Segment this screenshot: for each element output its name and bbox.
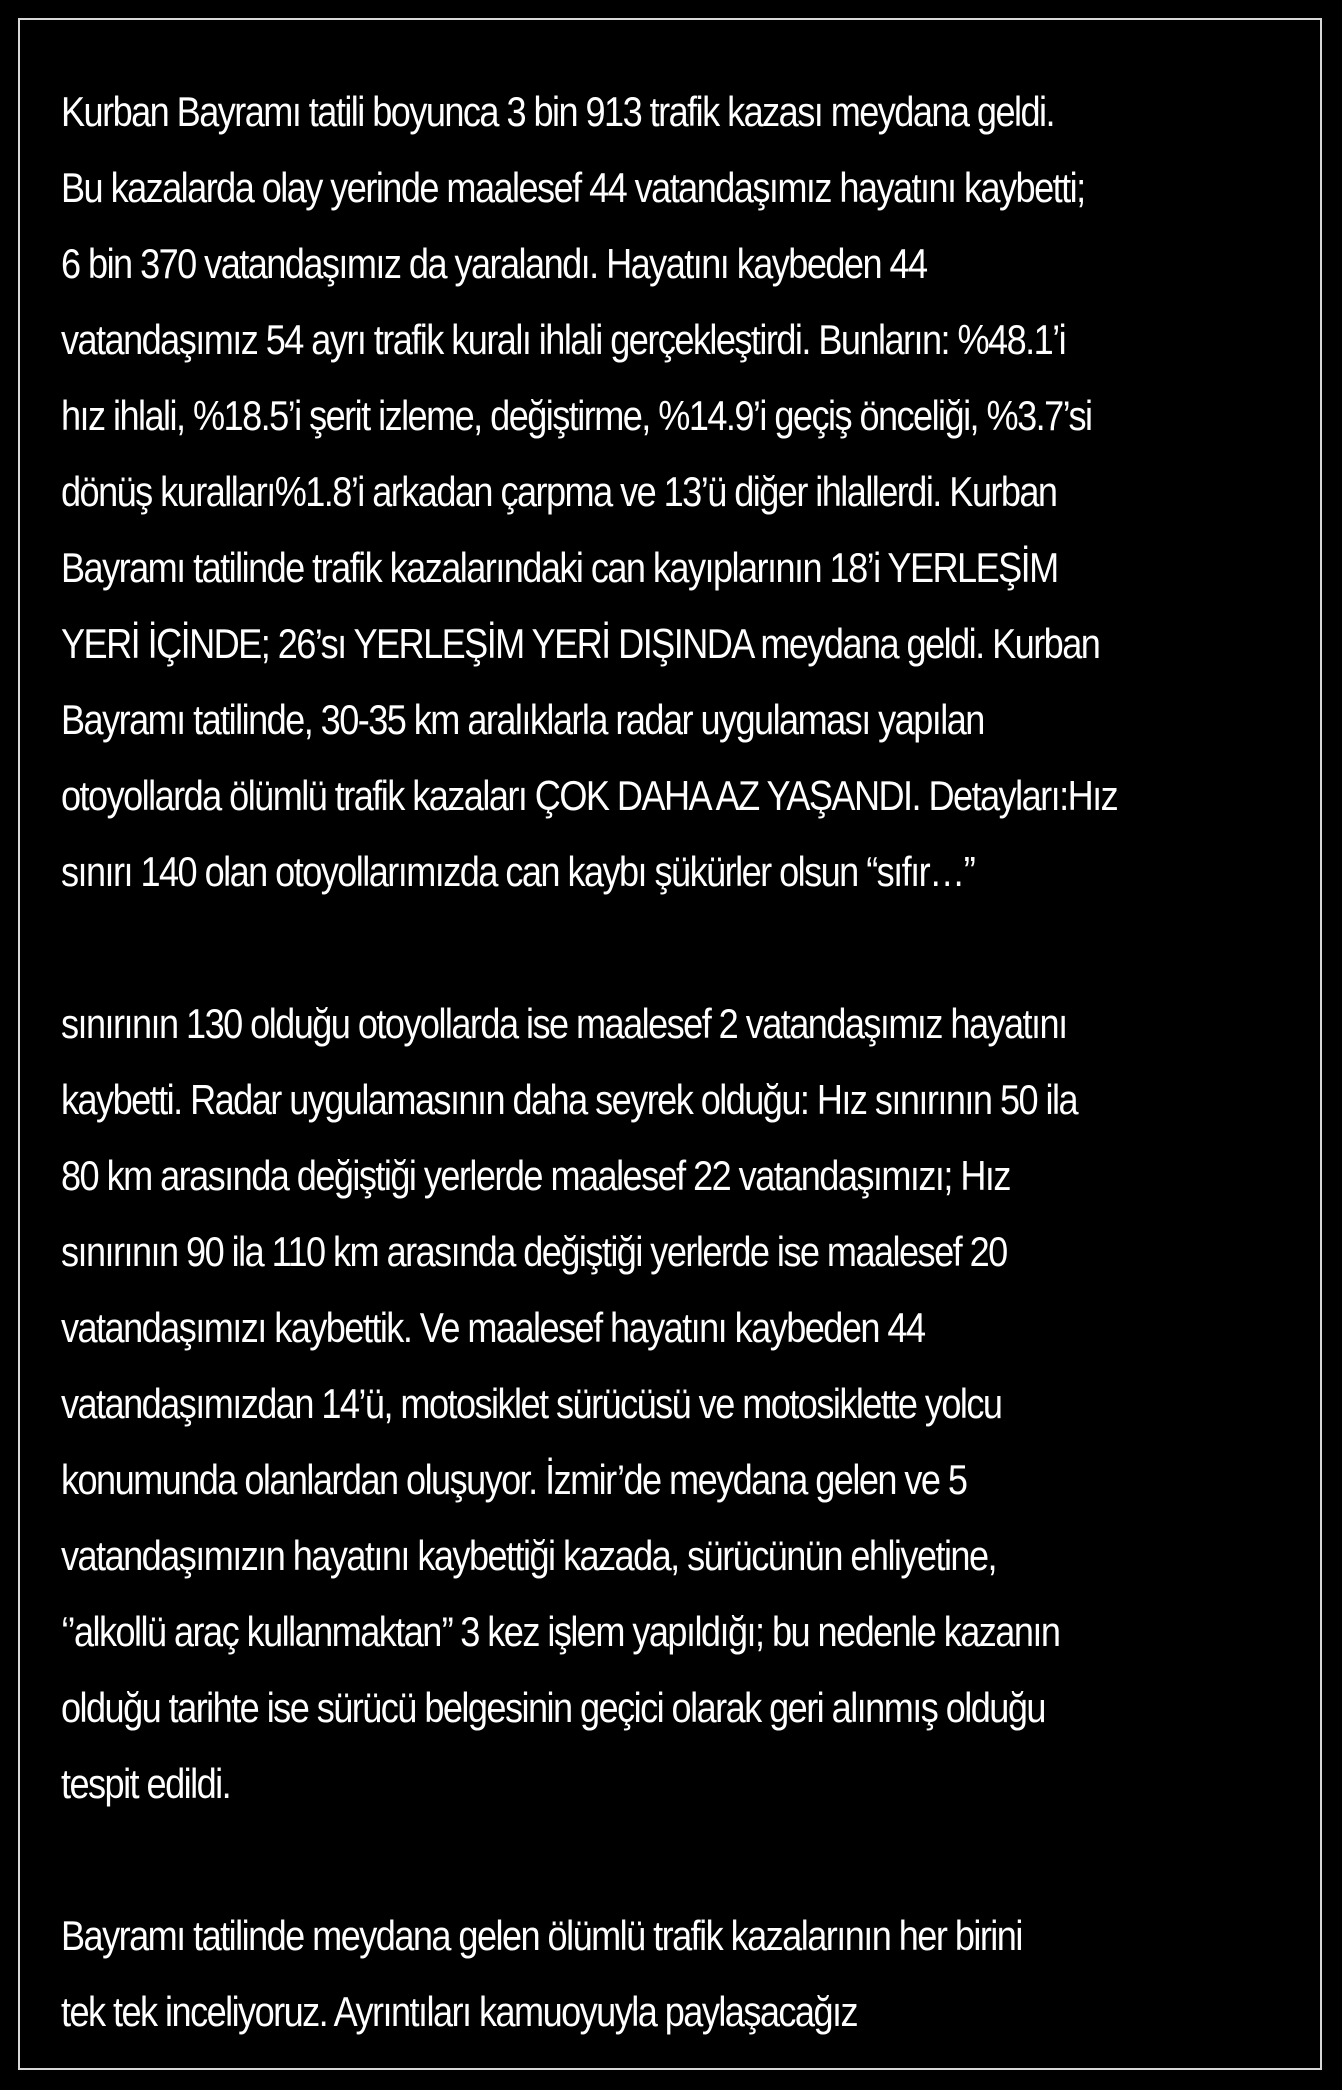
- paragraph-1: Kurban Bayramı tatili boyunca 3 bin 913 trafik kazası meydana geldi. Bu kazalarda olay yerinde maalesef 44 vatandaşımız hayatını kaybetti; 6 bin 370 vatandaşımız da yaralandı. Hayatını kaybeden 44 vatandaşımız 54 ayrı trafik kuralı ihlali gerçekleştirdi. Bunların: %48.1’i hız ihlali, %18.5’i şerit izleme, değiştirme, %14.9’i geçiş önceliği, %3.7’si dönüş kuralları%1.8’i arkadan çarpma ve 13’ü diğer ihlallerdi. Kurban Bayramı tatilinde trafik kazalarındaki can kayıplarının 18’i YERLEŞİM YERİ İÇİNDE; 26’sı YERLEŞİM YERİ DIŞINDA meydana geldi. Kurban Bayramı tatilinde, 30-35 km aralıklarla radar uygulaması yapılan otoyollarda ölümlü trafik kazaları ÇOK DAHA AZ YAŞANDI. Detayları:Hız sınırı 140 olan otoyollarımızda can kaybı şükürler olsun “sıfır…”: [61, 88, 1118, 895]
- document-body: [61, 74, 1119, 2050]
- paragraph-3: Bayramı tatilinde meydana gelen ölümlü trafik kazalarının her birini tek tek inceliyoruz. Ayrıntıları kamuoyuyla paylaşacağız: [61, 1912, 1022, 2035]
- paragraph-2: sınırının 130 olduğu otoyollarda ise maalesef 2 vatandaşımız hayatını kaybetti. Radar uygulamasının daha seyrek olduğu: Hız sınırının 50 ila 80 km arasında değiştiği yerlerde maalesef 22 vatandaşımızı; Hız sınırının 90 ila 110 km arasında değiştiği yerlerde ise maalesef 20 vatandaşımızı kaybettik. Ve maalesef hayatını kaybeden 44 vatandaşımızdan 14’ü, motosiklet sürücüsü ve motosiklette yolcu konumunda olanlardan oluşuyor. İzmir’de meydana gelen ve 5 vatandaşımızın hayatını kaybettiği kazada, sürücünün ehliyetine, ‘’alkollü araç kullanmaktan’’ 3 kez işlem yapıldığı; bu nedenle kazanın olduğu tarihte ise sürücü belgesinin geçici olarak geri alınmış olduğu tespit edildi.: [61, 1000, 1078, 1807]
